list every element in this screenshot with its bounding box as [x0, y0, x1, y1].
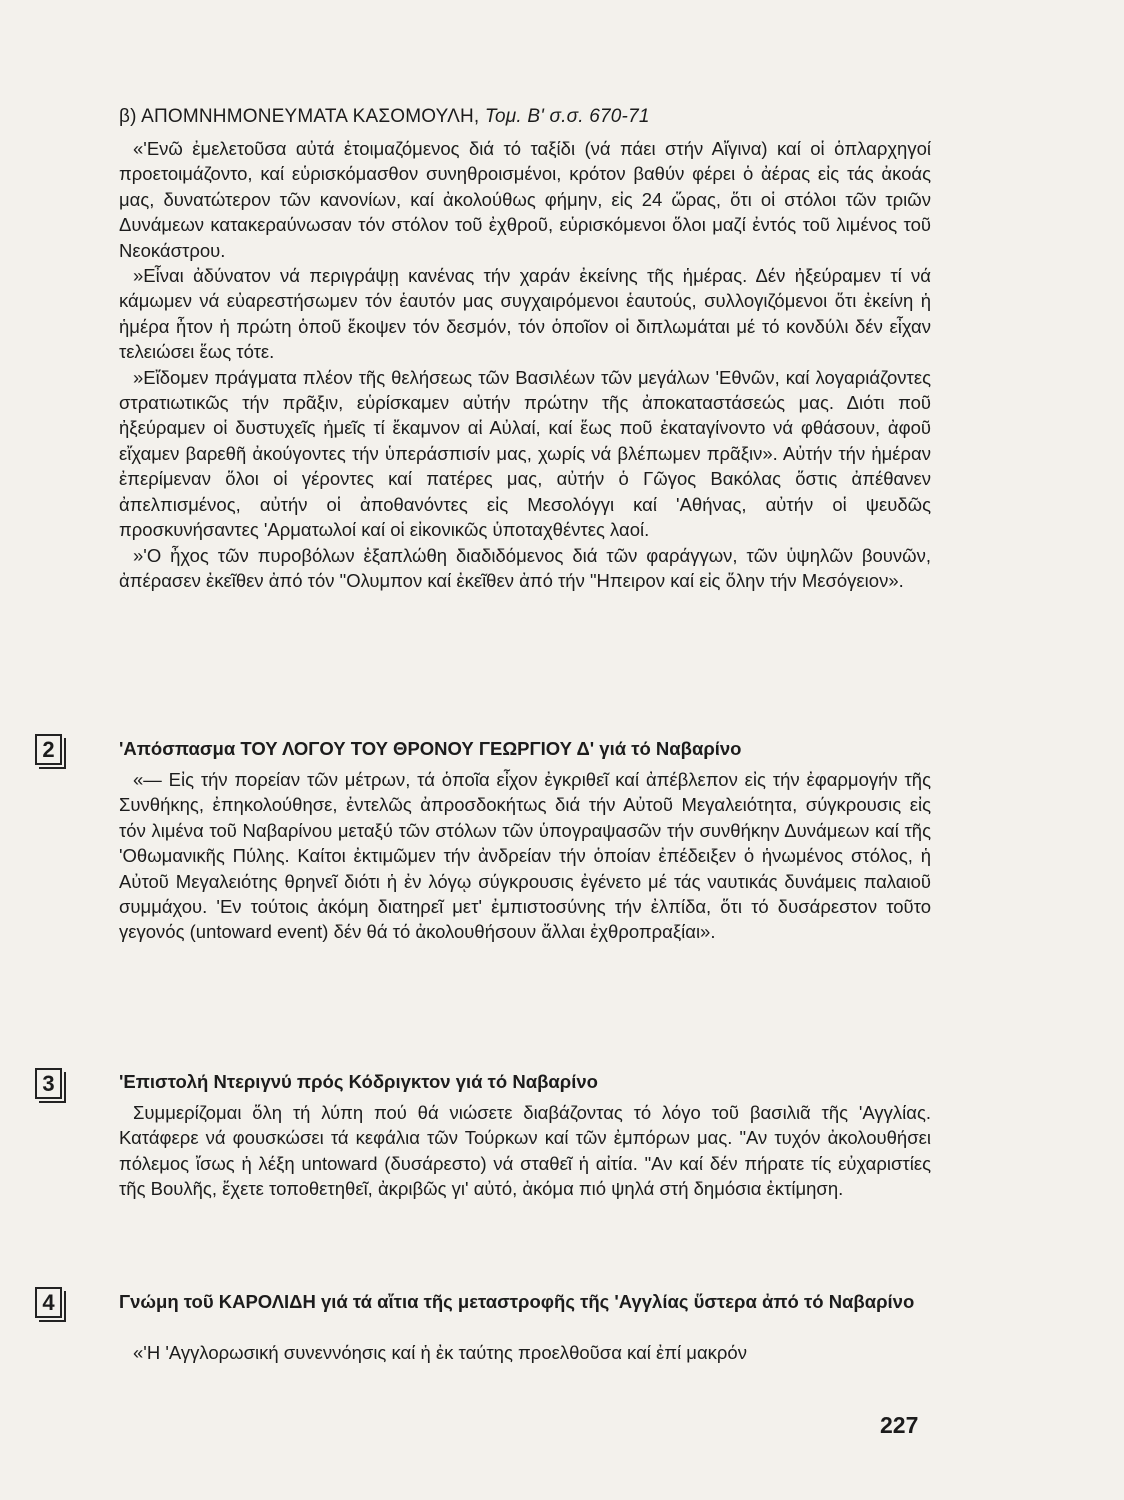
section-paragraph: «— Εἰς τήν πορείαν τῶν μέτρων, τά ὁποῖα εἶχον ἐγκριθεῖ καί ἀπέβλεπον εἰς τήν ἐφαρμογήν τῆς Συνθήκης, ἐπηκολούθησε, ἐντελῶς ἀπροσδοκήτως διά τήν Αὐτοῦ Μεγαλειότητα, σύγκρουσις εἰς τόν λιμένα τοῦ Ναβαρίνου μεταξύ τῶν στόλων τῶν ὑπογραψασῶν τήν συνθήκην Δυνάμεων καί τῆς 'Οθωμανικῆς Πύλης. Καίτοι ἐκτιμῶμεν τήν ἀνδρείαν τήν ὁποίαν ἐπέδειξεν ὁ ἡνωμένος στόλος, ἡ Αὐτοῦ Μεγαλειότης θρηνεῖ διότι ἡ ἐν λόγῳ σύγκρουσις ἐγένετο μέ τάς ναυτικάς δυνάμεις παλαιοῦ συμμάχου. 'Εν τούτοις ἀκόμη διατηρεῖ μετ' ἐμπιστοσύνης τήν ἐλπίδα, ὅτι τό δυσάρεστον τοῦτο γεγονός (untoward event) δέν θά τό ἀκολουθήσουν ἄλλαι ἐχθροπραξίαι». [119, 769, 931, 943]
section-number-box: 3 [35, 1068, 62, 1099]
source-heading [119, 106, 939, 128]
section-paragraph: Συμμερίζομαι ὅλη τή λύπη πού θά νιώσετε διαβάζοντας τό λόγο τοῦ βασιλιᾶ τῆς 'Αγγλίας. Κατάφερε νά φουσκώσει τά κεφάλια τῶν Τούρκων καί τῶν ἐμπόρων μας. "Αν τυχόν ἀκολουθήσει πόλεμος ἴσως ἡ λέξη untoward (δυσάρεστο) νά σταθεῖ ἡ αἰτία. "Αν καί δέν πήρατε τίς εὐχαριστίες τῆς Βουλῆς, ἔχετε τοποθετηθεῖ, ἀκριβῶς γι' αὐτό, ἀκόμα πιό ψηλά στή δημόσια ἐκτίμηση. [119, 1102, 931, 1200]
section-title: 'Επιστολή Ντεριγνύ πρός Κόδριγκτον γιά τό Ναβαρίνο [119, 1071, 598, 1092]
section-body [119, 767, 931, 945]
section-paragraph: «'Η 'Αγγλορωσική συνεννόησις καί ἡ ἐκ ταύτης προελθοῦσα καί ἐπί μακρόν [133, 1342, 747, 1363]
page-number: 227 [880, 1412, 919, 1438]
source-heading-label: β) ΑΠΟΜΝΗΜΟΝΕΥΜΑΤΑ ΚΑΣΟΜΟΥΛΗ, [119, 106, 480, 127]
section-title: 'Απόσπασμα ΤΟΥ ΛΟΓΟΥ ΤΟΥ ΘΡΟΝΟΥ ΓΕΩΡΓΙΟΥ Δ' γιά τό Ναβαρίνο [119, 738, 742, 759]
section-body [119, 1100, 931, 1202]
section-number-box: 2 [35, 734, 62, 765]
section-body [119, 1340, 931, 1365]
excerpt-paragraph: »Εἶναι ἀδύνατον νά περιγράψῃ κανένας τήν χαράν ἐκείνης τῆς ἡμέρας. Δέν ἠξεύραμεν τί νά κάμωμεν νά εὐαρεστήσωμεν τόν ἑαυτόν μας συγχαιρόμενοι ἑαυτούς, συλλογιζόμενοι ὅτι ἐκείνη ἡ ἡμέρα ἦτον ἡ πρώτη ὁποῦ ἔκοψεν τόν δεσμόν, τόν ὁποῖον οἱ διπλωμάται μέ τό κονδύλι δέν εἶχαν τελειώσει ἕως τότε. [119, 265, 931, 363]
section-title: Γνώμη τοῦ ΚΑΡΟΛΙΔΗ γιά τά αἴτια τῆς μεταστροφῆς τῆς 'Αγγλίας ὕστερα ἀπό τό Ναβαρίνο [119, 1291, 915, 1312]
kasomoulis-excerpt [119, 136, 931, 593]
excerpt-paragraph: »Εἴδομεν πράγματα πλέον τῆς θελήσεως τῶν Βασιλέων τῶν μεγάλων 'Εθνῶν, καί λογαριάζοντες στρατιωτικῶς τήν πρᾶξιν, εὑρίσκαμεν αὐτήν πρώτην τῆς ἀποκαταστάσεώς μας. Διότι ποῦ ἠξεύραμεν οἱ δυστυχεῖς ἡμεῖς τί ἔκαμνον αἱ Αὐλαί, καί ἕως ποῦ ἐκαταγίνοντο νά φθάσουν, ἀφοῦ εἴχαμεν βαρεθῆ ἀκούγοντες τήν ὑπεράσπισίν μας, χωρίς νά βλέπωμεν πρᾶξιν». Αὐτήν τήν ἡμέραν ἐπερίμεναν ὅλοι οἱ γέροντες καί πατέρες μας, αὐτήν ὁ Γῶγος Βακόλας ὅστις ἀπέθανεν ἀπελπισμένος, αὐτήν οἱ ἀποθανόντες εἰς Μεσολόγγι καί 'Αθήνας, αὐτήν οἱ ψευδῶς προσκυνήσαντες 'Αρματωλοί καί οἱ εἰκονικῶς ὑποταχθέντες λαοί. [119, 366, 931, 541]
section-number-box: 4 [35, 1287, 62, 1318]
source-heading-reference: Τομ. Β' σ.σ. 670-71 [484, 106, 650, 127]
excerpt-paragraph: «'Ενῶ ἐμελετοῦσα αὐτά ἑτοιμαζόμενος διά τό ταξίδι (νά πάει στήν Αἴγινα) καί οἱ ὁπλαρχηγοί προετοιμάζοντο, καί εὑρισκόμασθον συνηθροισμένοι, κρότον βαθύν φέρει ὁ ἀέρας εἰς τάς ἀκοάς μας, δυνατώτερον τῶν κανονίων, καί ἀκολούθως φήμην, εἰς 24 ὥρας, ὅτι οἱ στόλοι τῶν τριῶν Δυνάμεων κατακεραύνωσαν τόν στόλον τοῦ ἐχθροῦ, εὑρισκόμενοι ὅλοι μαζί ἐντός τοῦ λιμένος τοῦ Νεοκάστρου. [119, 138, 931, 261]
excerpt-paragraph: »'Ο ἦχος τῶν πυροβόλων ἐξαπλώθη διαδιδόμενος διά τῶν φαράγγων, τῶν ὑψηλῶν βουνῶν, ἀπέρασεν ἐκεῖθεν ἀπό τόν "Ολυμπον καί ἐκεῖθεν ἀπό τήν "Ηπειρον καί εἰς ὅλην τήν Μεσόγειον». [119, 544, 931, 591]
